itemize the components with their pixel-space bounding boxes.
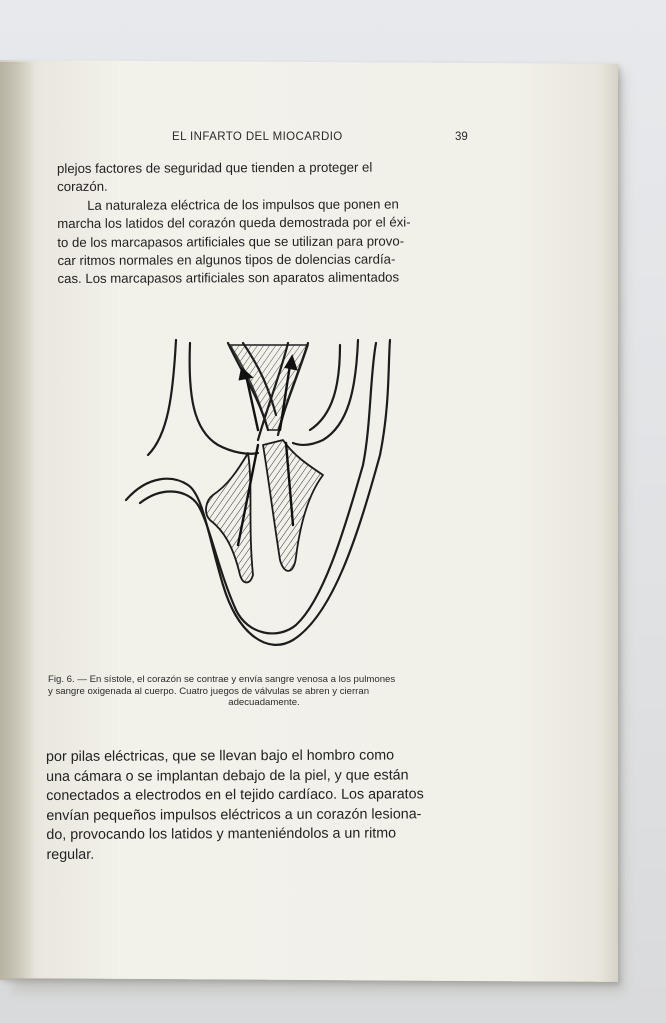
vessel-right-inner: [310, 345, 340, 430]
left-valve-hatched: [206, 453, 253, 583]
text-line: cas. Los marcapasos artificiales son aparatos alimentados: [57, 269, 400, 287]
text-line: La naturaleza eléctrica de los impulsos que ponen en: [87, 196, 399, 213]
text-line: to de los marcapasos artificiales que se utilizan para provo-: [57, 233, 405, 250]
page-number: 39: [455, 131, 468, 143]
heart-illustration: [118, 335, 398, 655]
text-line: envían pequeños impulsos eléctricos a un corazón lesiona-: [46, 806, 422, 824]
upper-vessel-hatched: [230, 345, 308, 430]
paragraph-bottom: [46, 746, 487, 865]
book-gutter: [0, 62, 34, 980]
running-head: [0, 131, 666, 147]
text-line: car ritmos normales en algunos tipos de dolencias cardía-: [57, 251, 396, 269]
septum-hatched: [263, 440, 323, 571]
text-line: una cámara o se implantan debajo de la piel, y que están: [46, 767, 409, 785]
vessel-left-outer: [148, 340, 176, 455]
running-title: EL INFARTO DEL MIOCARDIO: [172, 131, 343, 143]
text-line: do, provocando los latidos y manteniéndolos a un ritmo: [46, 825, 397, 844]
caption-line: adecuadamente.: [228, 697, 300, 709]
figure-caption: [48, 674, 480, 709]
text-line: por pilas eléctricas, que se llevan bajo el hombro como: [46, 747, 395, 765]
text-line: marcha los latidos del corazón queda demostrada por el éxi-: [57, 214, 411, 232]
text-line: corazón.: [57, 179, 108, 195]
paragraph-top: [57, 158, 472, 289]
text-line: conectados a electrodos en el tejido cardíaco. Los aparatos: [46, 786, 424, 805]
caption-line: Fig. 6. — En sístole, el corazón se contrae y envía sangre venosa a los pulmones: [48, 674, 396, 685]
text-line: regular.: [46, 846, 95, 863]
text-line: plejos factores de seguridad que tienden a proteger el: [57, 159, 373, 176]
caption-line: y sangre oxigenada al cuerpo. Cuatro juegos de válvulas se abren y cierran: [48, 685, 370, 697]
